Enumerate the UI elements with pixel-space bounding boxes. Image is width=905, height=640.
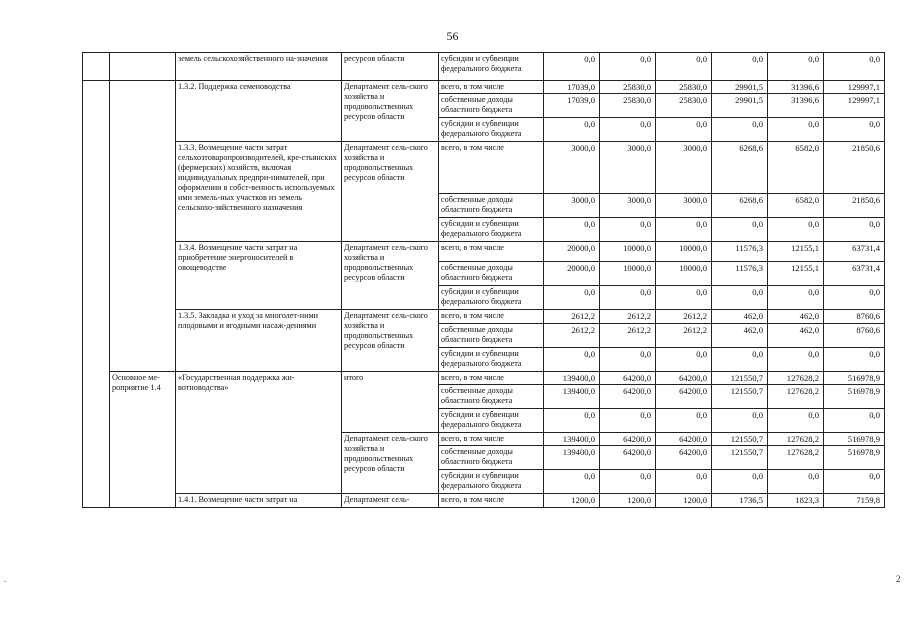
funding-source-cell: всего, в том числе — [439, 142, 544, 194]
value-cell: 127628,2 — [768, 446, 824, 470]
funding-source-cell: субсидии и субвенции федерального бюджета — [439, 470, 544, 494]
funding-source-cell: собственные доходы областного бюджета — [439, 385, 544, 409]
table-row — [83, 494, 885, 508]
value-cell: 64200,0 — [600, 433, 656, 446]
value-cell: 64200,0 — [656, 385, 712, 409]
value-cell: 0,0 — [768, 409, 824, 433]
value-cell: 20000,0 — [544, 262, 600, 286]
value-cell: 1736,5 — [712, 494, 768, 508]
budget-table — [82, 52, 885, 508]
value-cell: 12155,1 — [768, 242, 824, 262]
page-number: 56 — [446, 29, 459, 43]
value-cell: 0,0 — [656, 470, 712, 494]
value-cell: 6582,0 — [768, 194, 824, 218]
row-number-cell — [83, 81, 110, 508]
value-cell: 0,0 — [712, 470, 768, 494]
value-cell: 121550,7 — [712, 385, 768, 409]
executor-cell: Департамент сель-ского хозяйства и продовольственных ресурсов области — [342, 142, 439, 242]
value-cell: 29901,5 — [712, 81, 768, 94]
value-cell: 0,0 — [600, 348, 656, 372]
value-cell: 10000,0 — [600, 262, 656, 286]
value-cell: 0,0 — [544, 53, 600, 81]
value-cell: 0,0 — [824, 348, 885, 372]
value-cell: 0,0 — [544, 348, 600, 372]
value-cell: 121550,7 — [712, 446, 768, 470]
value-cell: 3000,0 — [656, 194, 712, 218]
value-cell: 0,0 — [656, 409, 712, 433]
value-cell: 0,0 — [824, 118, 885, 142]
value-cell: 64200,0 — [656, 446, 712, 470]
funding-source-cell: собственные доходы областного бюджета — [439, 262, 544, 286]
value-cell: 2612,2 — [544, 324, 600, 348]
value-cell: 516978,9 — [824, 372, 885, 385]
table-row — [83, 81, 885, 94]
value-cell: 0,0 — [544, 218, 600, 242]
value-cell: 1200,0 — [544, 494, 600, 508]
table-row — [83, 242, 885, 262]
value-cell: 0,0 — [656, 218, 712, 242]
value-cell: 516978,9 — [824, 433, 885, 446]
executor-cell: итого — [342, 372, 439, 433]
value-cell: 127628,2 — [768, 385, 824, 409]
value-cell: 64200,0 — [656, 433, 712, 446]
value-cell: 139400,0 — [544, 372, 600, 385]
value-cell: 3000,0 — [656, 142, 712, 194]
budget-table-wrapper — [82, 52, 880, 508]
activity-name-cell: 1.3.5. Закладка и уход за многолет-ними плодовыми и ягодными насаж-дениями — [176, 310, 342, 372]
value-cell: 0,0 — [544, 409, 600, 433]
value-cell: 64200,0 — [656, 372, 712, 385]
main-activity-cell — [110, 53, 176, 81]
value-cell: 31396,6 — [768, 94, 824, 118]
value-cell: 0,0 — [656, 53, 712, 81]
funding-source-cell: всего, в том числе — [439, 494, 544, 508]
value-cell: 0,0 — [544, 118, 600, 142]
value-cell: 2612,2 — [600, 310, 656, 324]
value-cell: 121550,7 — [712, 433, 768, 446]
table-row — [83, 53, 885, 81]
value-cell: 462,0 — [712, 324, 768, 348]
executor-cell: Департамент сель-ского хозяйства и продовольственных ресурсов области — [342, 242, 439, 310]
value-cell: 462,0 — [768, 324, 824, 348]
funding-source-cell: субсидии и субвенции федерального бюджета — [439, 286, 544, 310]
funding-source-cell: субсидии и субвенции федерального бюджета — [439, 409, 544, 433]
value-cell: 10000,0 — [656, 262, 712, 286]
value-cell: 1823,3 — [768, 494, 824, 508]
value-cell: 3000,0 — [600, 194, 656, 218]
value-cell: 64200,0 — [600, 372, 656, 385]
value-cell: 127628,2 — [768, 433, 824, 446]
value-cell: 6582,0 — [768, 142, 824, 194]
value-cell: 0,0 — [712, 218, 768, 242]
value-cell: 0,0 — [768, 218, 824, 242]
activity-name-cell: 1.4.1. Возмещение части затрат на — [176, 494, 342, 508]
executor-cell: ресурсов области — [342, 53, 439, 81]
activity-name-cell: 1.3.3. Возмещение части затрат сельхозтоваропроизводителей, кре-стьянских (фермерских) хозяйств, включая индивидуальных предпри-нимателей, при оформлении в собст-венность используемых ими земель-ных участков из земель сельскохо-зяйственного назначения — [176, 142, 342, 242]
value-cell: 462,0 — [768, 310, 824, 324]
value-cell: 0,0 — [544, 470, 600, 494]
value-cell: 0,0 — [600, 118, 656, 142]
value-cell: 25830,0 — [600, 94, 656, 118]
value-cell: 0,0 — [768, 53, 824, 81]
left-edge-mark: . — [4, 574, 7, 584]
right-edge-mark: 2 — [896, 574, 901, 584]
value-cell: 0,0 — [824, 53, 885, 81]
value-cell: 0,0 — [544, 286, 600, 310]
value-cell: 11576,3 — [712, 242, 768, 262]
value-cell: 127628,2 — [768, 372, 824, 385]
value-cell: 0,0 — [712, 53, 768, 81]
value-cell: 2612,2 — [656, 310, 712, 324]
value-cell: 0,0 — [712, 409, 768, 433]
value-cell: 25830,0 — [600, 81, 656, 94]
value-cell: 8760,6 — [824, 310, 885, 324]
table-row — [83, 372, 885, 385]
value-cell: 1200,0 — [656, 494, 712, 508]
value-cell: 17039,0 — [544, 81, 600, 94]
funding-source-cell: субсидии и субвенции федерального бюджета — [439, 53, 544, 81]
value-cell: 516978,9 — [824, 385, 885, 409]
value-cell: 139400,0 — [544, 385, 600, 409]
table-row — [83, 310, 885, 324]
value-cell: 0,0 — [824, 409, 885, 433]
activity-name-cell: земель сельскохозяйственного на-значения — [176, 53, 342, 81]
main-activity-cell: Основное ме-роприятие 1.4 — [110, 372, 176, 508]
value-cell: 21850,6 — [824, 142, 885, 194]
funding-source-cell: всего, в том числе — [439, 310, 544, 324]
value-cell: 0,0 — [600, 409, 656, 433]
value-cell: 2612,2 — [656, 324, 712, 348]
value-cell: 0,0 — [712, 118, 768, 142]
executor-cell: Департамент сель- — [342, 494, 439, 508]
value-cell: 10000,0 — [656, 242, 712, 262]
funding-source-cell: всего, в том числе — [439, 433, 544, 446]
value-cell: 10000,0 — [600, 242, 656, 262]
funding-source-cell: субсидии и субвенции федерального бюджета — [439, 218, 544, 242]
value-cell: 64200,0 — [600, 385, 656, 409]
value-cell: 20000,0 — [544, 242, 600, 262]
value-cell: 129997,1 — [824, 81, 885, 94]
value-cell: 3000,0 — [544, 194, 600, 218]
value-cell: 63731,4 — [824, 242, 885, 262]
value-cell: 3000,0 — [600, 142, 656, 194]
value-cell: 0,0 — [712, 348, 768, 372]
value-cell: 25830,0 — [656, 81, 712, 94]
value-cell: 139400,0 — [544, 446, 600, 470]
value-cell: 25830,0 — [656, 94, 712, 118]
funding-source-cell: всего, в том числе — [439, 81, 544, 94]
funding-source-cell: всего, в том числе — [439, 242, 544, 262]
value-cell: 0,0 — [768, 118, 824, 142]
value-cell: 0,0 — [600, 218, 656, 242]
table-body — [83, 53, 885, 508]
value-cell: 0,0 — [768, 348, 824, 372]
value-cell: 0,0 — [768, 470, 824, 494]
funding-source-cell: собственные доходы областного бюджета — [439, 194, 544, 218]
value-cell: 8760,6 — [824, 324, 885, 348]
value-cell: 0,0 — [768, 286, 824, 310]
value-cell: 11576,3 — [712, 262, 768, 286]
funding-source-cell: собственные доходы областного бюджета — [439, 446, 544, 470]
value-cell: 12155,1 — [768, 262, 824, 286]
value-cell: 0,0 — [824, 286, 885, 310]
value-cell: 0,0 — [600, 286, 656, 310]
activity-name-cell: «Государственная поддержка жи-вотноводства» — [176, 372, 342, 494]
value-cell: 0,0 — [824, 218, 885, 242]
value-cell: 129997,1 — [824, 94, 885, 118]
funding-source-cell: собственные доходы областного бюджета — [439, 324, 544, 348]
value-cell: 6268,6 — [712, 194, 768, 218]
funding-source-cell: субсидии и субвенции федерального бюджета — [439, 348, 544, 372]
value-cell: 21850,6 — [824, 194, 885, 218]
value-cell: 0,0 — [600, 53, 656, 81]
value-cell: 7159,8 — [824, 494, 885, 508]
value-cell: 3000,0 — [544, 142, 600, 194]
main-activity-cell — [110, 81, 176, 372]
value-cell: 6268,6 — [712, 142, 768, 194]
row-number-cell — [83, 53, 110, 81]
value-cell: 0,0 — [824, 470, 885, 494]
value-cell: 139400,0 — [544, 433, 600, 446]
funding-source-cell: собственные доходы областного бюджета — [439, 94, 544, 118]
value-cell: 121550,7 — [712, 372, 768, 385]
funding-source-cell: субсидии и субвенции федерального бюджета — [439, 118, 544, 142]
funding-source-cell: всего, в том числе — [439, 372, 544, 385]
value-cell: 0,0 — [600, 470, 656, 494]
value-cell: 0,0 — [656, 348, 712, 372]
value-cell: 31396,6 — [768, 81, 824, 94]
value-cell: 1200,0 — [600, 494, 656, 508]
executor-cell: Департамент сель-ского хозяйства и продовольственных ресурсов области — [342, 310, 439, 372]
value-cell: 516978,9 — [824, 446, 885, 470]
value-cell: 29901,5 — [712, 94, 768, 118]
value-cell: 2612,2 — [600, 324, 656, 348]
value-cell: 2612,2 — [544, 310, 600, 324]
table-row — [83, 142, 885, 194]
executor-cell: Департамент сель-ского хозяйства и продовольственных ресурсов области — [342, 433, 439, 494]
activity-name-cell: 1.3.2. Поддержка семеноводства — [176, 81, 342, 142]
value-cell: 64200,0 — [600, 446, 656, 470]
value-cell: 0,0 — [656, 118, 712, 142]
activity-name-cell: 1.3.4. Возмещение части затрат на приобретение энергоносителей в овощеводстве — [176, 242, 342, 310]
executor-cell: Департамент сель-ского хозяйства и продовольственных ресурсов области — [342, 81, 439, 142]
value-cell: 17039,0 — [544, 94, 600, 118]
value-cell: 0,0 — [656, 286, 712, 310]
value-cell: 63731,4 — [824, 262, 885, 286]
value-cell: 462,0 — [712, 310, 768, 324]
value-cell: 0,0 — [712, 286, 768, 310]
